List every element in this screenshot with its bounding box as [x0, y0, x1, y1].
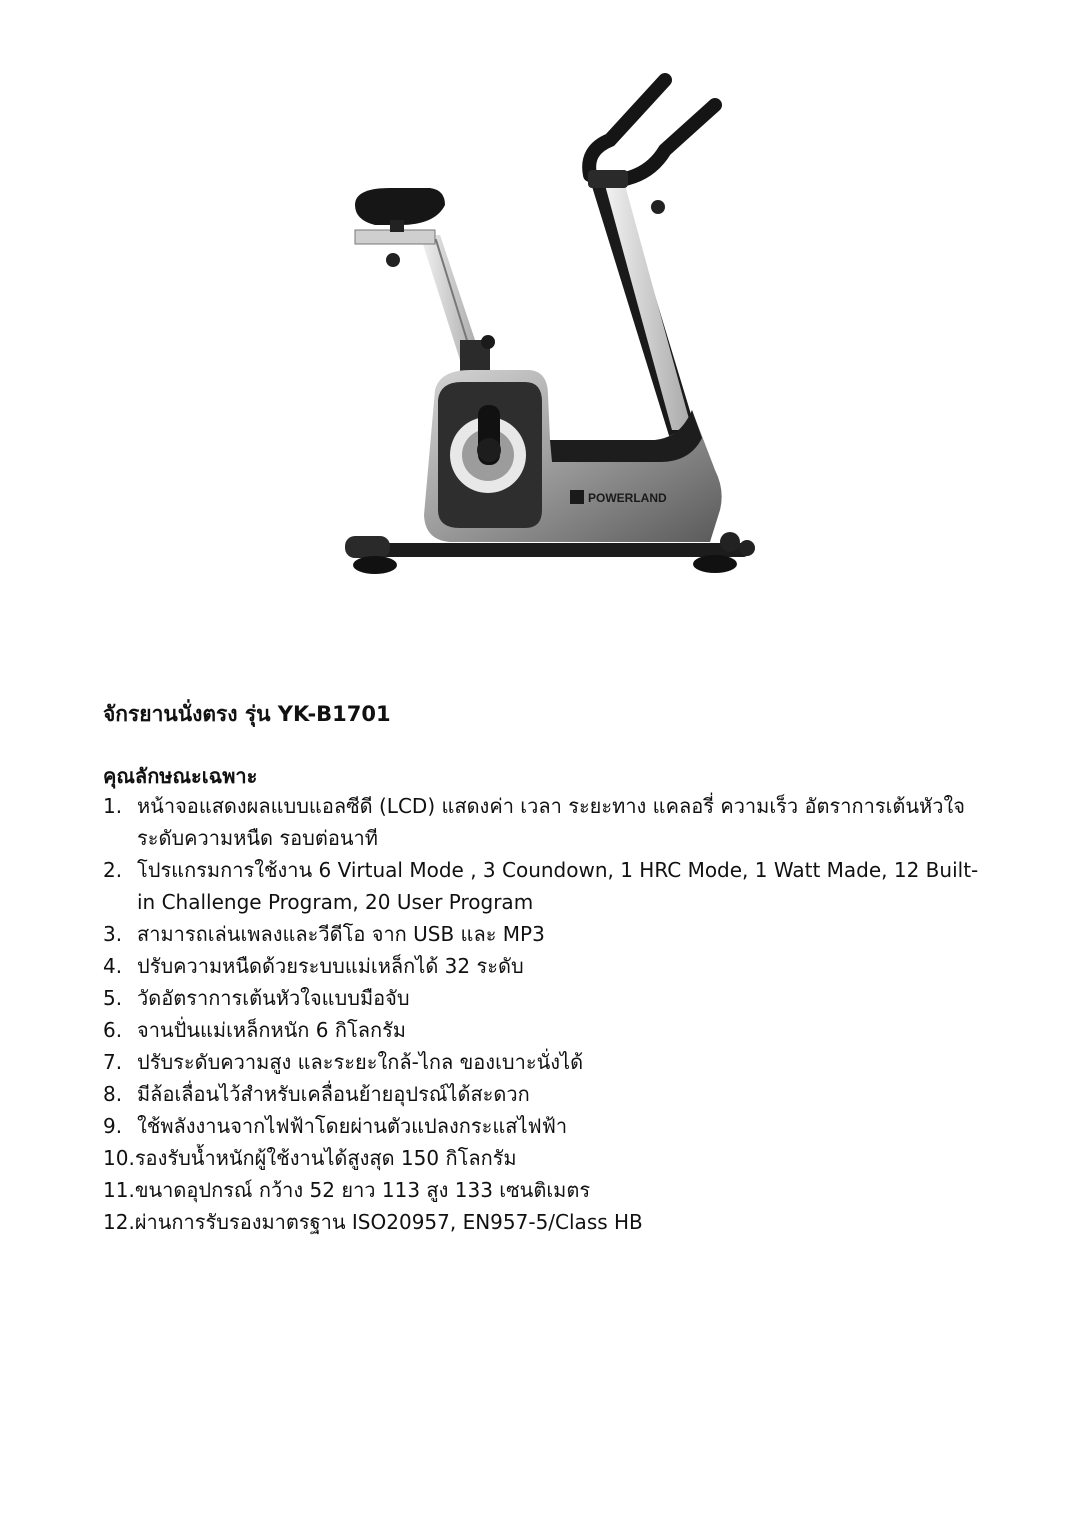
- item-text: ปรับระดับความสูง และระยะใกล้-ไกล ของเบาะนั่งได้: [137, 1050, 584, 1074]
- list-item: [103, 982, 983, 1014]
- list-item: [103, 790, 983, 854]
- spec-heading: คุณลักษณะเฉพาะ: [103, 764, 258, 788]
- list-item: [103, 1078, 983, 1110]
- brand-logo: POWERLAND: [588, 491, 667, 505]
- item-text: ผ่านการรับรองมาตรฐาน ISO20957, EN957-5/Class HB: [134, 1210, 643, 1234]
- item-text: ใช้พลังงานจากไฟฟ้าโดยผ่านตัวแปลงกระแสไฟฟ้า: [137, 1114, 568, 1138]
- item-number: 4.: [103, 954, 123, 978]
- item-number: 11.: [103, 1178, 135, 1202]
- item-text: ปรับความหนืดด้วยระบบแม่เหล็กได้ 32 ระดับ: [137, 954, 524, 978]
- item-number: 7.: [103, 1050, 123, 1074]
- item-number: 3.: [103, 922, 123, 946]
- list-item: [103, 1110, 983, 1142]
- item-number: 5.: [103, 986, 123, 1010]
- list-item: [103, 1206, 983, 1238]
- item-text: สามารถเล่นเพลงและวีดีโอ จาก USB และ MP3: [137, 922, 545, 946]
- item-number: 6.: [103, 1018, 123, 1042]
- list-item: [103, 1014, 983, 1046]
- list-item: [103, 1174, 983, 1206]
- item-text: โปรแกรมการใช้งาน 6 Virtual Mode , 3 Coundown, 1 HRC Mode, 1 Watt Made, 12 Built-in Challenge Program, 20 User Program: [137, 858, 979, 914]
- item-number: 8.: [103, 1082, 123, 1106]
- list-item: [103, 950, 983, 982]
- item-text: ขนาดอุปกรณ์ กว้าง 52 ยาว 113 สูง 133 เซนติเมตร: [134, 1178, 591, 1202]
- item-number: 2.: [103, 858, 123, 882]
- item-text: มีล้อเลื่อนไว้สำหรับเคลื่อนย้ายอุปรณ์ได้สะดวก: [137, 1082, 530, 1106]
- item-text: จานปั่นแม่เหล็กหนัก 6 กิโลกรัม: [137, 1018, 406, 1042]
- item-text: วัดอัตราการเต้นหัวใจแบบมือจับ: [137, 986, 410, 1010]
- exercise-bike-image: [320, 70, 780, 590]
- product-title: จักรยานนั่งตรง รุ่น YK-B1701: [103, 702, 391, 726]
- list-item: [103, 854, 983, 918]
- list-item: [103, 1046, 983, 1078]
- item-text: รองรับน้ำหนักผู้ใช้งานได้สูงสุด 150 กิโลกรัม: [134, 1146, 517, 1170]
- spec-list: [103, 790, 983, 1238]
- list-item: [103, 918, 983, 950]
- item-number: 10.: [103, 1146, 135, 1170]
- item-text: หน้าจอแสดงผลแบบแอลซีดี (LCD) แสดงค่า เวลา ระยะทาง แคลอรี่ ความเร็ว อัตราการเต้นหัวใจ ระดับความหนืด รอบต่อนาที: [137, 794, 965, 850]
- list-item: [103, 1142, 983, 1174]
- item-number: 9.: [103, 1114, 123, 1138]
- item-number: 1.: [103, 794, 123, 818]
- item-number: 12.: [103, 1210, 135, 1234]
